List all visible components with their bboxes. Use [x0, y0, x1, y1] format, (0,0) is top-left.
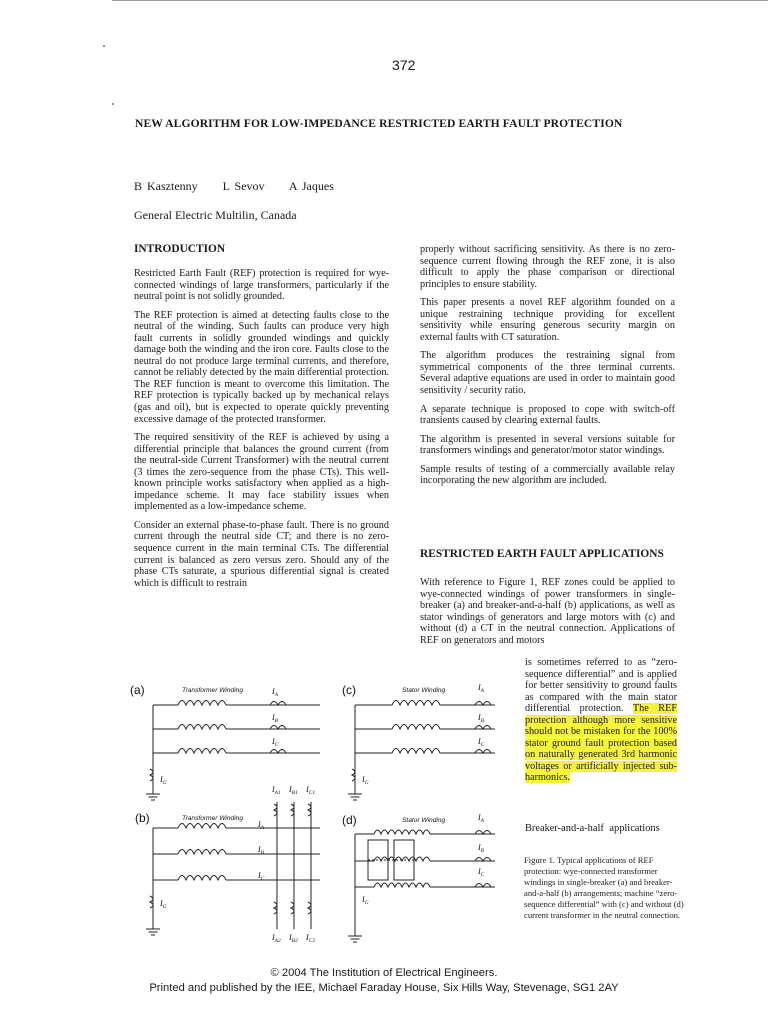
scan-speck [103, 45, 105, 47]
current-label-ib-b: $I_B$ [258, 845, 265, 856]
applications-paragraph: With reference to Figure 1, REF zones could be applied to wye-connected windings of power transformers in single-breaker (a) and breaker-and-a-half (b) applications, as well as stator windings of generators and large motors with (c) and without (d) a CT in the neutral connection. Applications of REF on generators and motors [420, 577, 675, 646]
figure-caption: Figure 1. Typical applications of REF protection: wye-connected transformer windings in single-breaker (a) and breaker-and-a-half (b) arrangements; machine “zero-sequence differential” with (c) and without (d) current transformer in the neutral connection. [524, 855, 684, 920]
left-column [134, 268, 389, 596]
current-label-ib1: $I_{B1}$ [289, 785, 298, 796]
panel-label-d: (d) [342, 813, 357, 827]
wrapped-plain-text: is sometimes referred to as “zero-sequence differential” and is applied for better sensitivity to ground faults as compared with the main stator differential protection. [525, 657, 677, 715]
current-label-ig-b: $I_G$ [160, 899, 167, 910]
current-label-ig: $I_G$ [160, 775, 167, 786]
current-label-ia-d: $I_A$ [478, 813, 485, 824]
paragraph: This paper presents a novel REF algorithm founded on a unique restraining technique providing for excellent sensitivity while ensuring generous security margin on external faults with CT saturation. [420, 297, 675, 343]
paragraph: properly without sacrificing sensitivity. As there is no zero-sequence current flowing through the REF zone, it is also difficult to apply the phase comparison or directional principles to ensure stability. [420, 244, 675, 290]
current-label-ia1: $I_{A1}$ [272, 785, 281, 796]
paper-title: NEW ALGORITHM FOR LOW-IMPEDANCE RESTRICTED EARTH FAULT PROTECTION [135, 117, 623, 130]
paragraph: The required sensitivity of the REF is achieved by using a differential principle that balances the ground current (from the neutral-side Current Transformer) with the neutral current (3 times the zero-sequence from the phase CTs). This well-known principle works satisfactory when applied as a high-impedance scheme. It may face stability issues when implemented as a low-impedance scheme. [134, 432, 389, 513]
current-label-ic: $I_C$ [272, 737, 279, 748]
introduction-heading: INTRODUCTION [134, 243, 226, 255]
paragraph: Sample results of testing of a commercially available relay incorporating the new algorithm are included. [420, 463, 675, 487]
paragraph: The algorithm produces the restraining signal from symmetrical components of the three terminal currents. Several adaptive equations are used in order to maintain good sensitivity / security ratio. [420, 350, 675, 397]
scan-speck [112, 103, 114, 105]
current-label-ib-c: $I_B$ [478, 713, 485, 724]
footer-publisher: Printed and published by the IEE, Michael Faraday House, Six Hills Way, Stevenage, SG1 2AY [149, 982, 619, 994]
highlighted-text: The REF protection although more sensitive should not be mistaken for the 100% stator ground fault protection based on naturally generated 3rd harmonic voltages or artificially injected sub-harmonics. [525, 703, 677, 784]
figure-1-diagram [130, 674, 520, 954]
paragraph: The REF protection is aimed at detecting faults close to the neutral of the winding. Such faults can produce very high fault currents in solidly grounded windings and quickly damage both the winding and the iron core. Faults close to the neutral do not produce large terminal currents, and therefore, cannot be reliably detected by the main differential protection. The REF function is meant to overcome this limitation. The REF protection is typically backed up by mechanical relays (gas and oil), but is expected to operate quickly preventing excessive damage of the protected transformer. [134, 309, 389, 425]
panel-label-c: (c) [342, 683, 356, 697]
transformer-winding-label: Transformer Winding [182, 815, 244, 822]
current-label-ib: $I_B$ [272, 713, 279, 724]
paragraph: A separate technique is proposed to cope with switch-off transients caused by clearing external faults. [420, 403, 675, 427]
applications-heading: RESTRICTED EARTH FAULT APPLICATIONS [420, 548, 664, 560]
current-label-ic-d: $I_C$ [478, 867, 485, 878]
right-column [420, 244, 675, 494]
paragraph: Restricted Earth Fault (REF) protection is required for wye-connected windings of large transformers, particularly if the neutral point is not solidly grounded. [134, 268, 389, 303]
wrapped-text [525, 657, 677, 784]
stator-winding-label: Stator Winding [402, 687, 446, 694]
current-label-ia2: $I_{A2}$ [272, 933, 281, 944]
footer-copyright: © 2004 The Institution of Electrical Engineers. [270, 967, 498, 979]
current-label-ic-c: $I_C$ [478, 737, 485, 748]
current-label-ia-c: $I_A$ [478, 683, 485, 694]
stator-winding-label: Stator Winding [402, 817, 446, 824]
current-label-ic-b: $I_C$ [258, 871, 265, 882]
paragraph: The algorithm is presented in several versions suitable for transformers windings and generator/motor stator windings. [420, 433, 675, 457]
panel-label-b: (b) [135, 811, 150, 825]
top-rule [112, 0, 768, 1]
current-label-ib-d: $I_B$ [478, 843, 485, 854]
figure-1 [130, 674, 520, 954]
current-label-ia: $I_A$ [272, 687, 279, 698]
page-number: 372 [392, 57, 416, 73]
current-label-ia-b: $I_A$ [258, 820, 265, 831]
current-label-ic1: $I_{C1}$ [306, 785, 316, 796]
paragraph: Consider an external phase-to-phase fault. There is no ground current through the neutral side CT; and there is no zero-sequence current in the main terminal CTs. The differential current is balanced as zero versus zero. Should any of the phase CTs saturate, a spurious differential signal is created which is difficult to restrain [134, 519, 389, 589]
transformer-winding-label: Transformer Winding [182, 687, 244, 694]
authors: B Kasztenny L Sevov A Jaques [134, 179, 334, 193]
affiliation: General Electric Multilin, Canada [134, 208, 297, 222]
breaker-text: Breaker-and-a-half applications [525, 823, 660, 834]
current-label-ic2: $I_{C2}$ [306, 933, 316, 944]
current-label-ig-d: $I_G$ [362, 895, 369, 906]
current-label-ig-c: $I_G$ [362, 775, 369, 786]
panel-label-a: (a) [130, 683, 145, 697]
current-label-ib2: $I_{B2}$ [289, 933, 298, 944]
